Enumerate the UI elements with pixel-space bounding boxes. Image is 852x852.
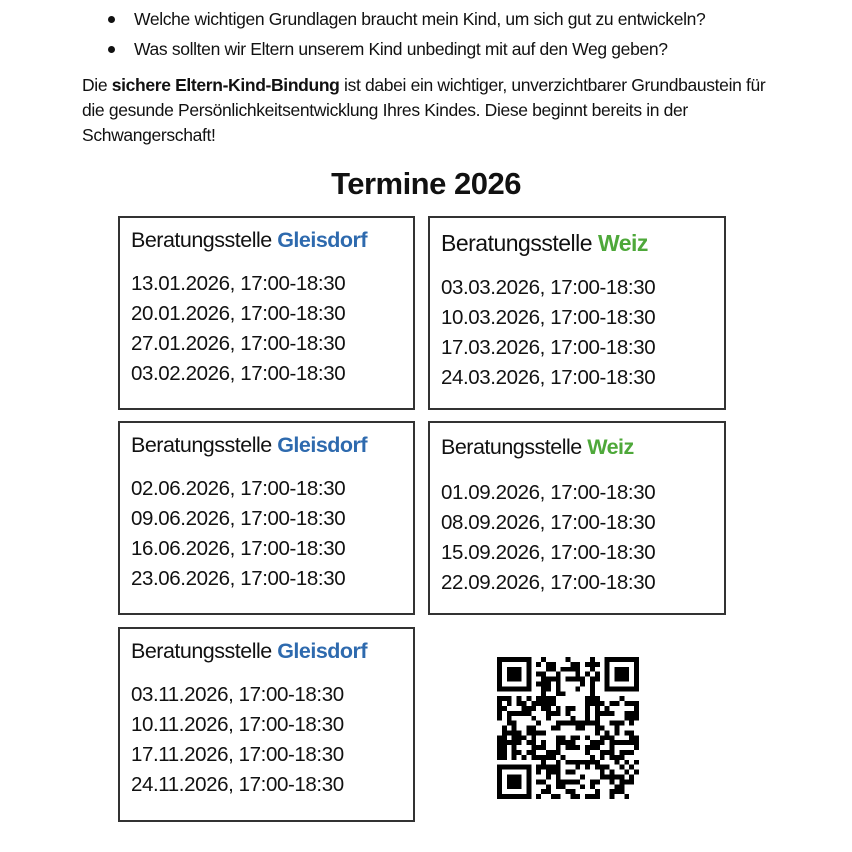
question-item <box>108 34 705 64</box>
paragraph-suffix: ist dabei ein wichtiger, unverzichtbarer Grundbaustein für die gesunde Persönlichkeitsentwicklung Ihres Kindes. Diese beginnt bereits in der Schwangerschaft! <box>82 75 766 145</box>
heading-label: Beratungsstelle <box>441 435 588 459</box>
box-heading <box>441 230 648 257</box>
qr-code-icon[interactable] <box>497 657 639 799</box>
date-item: 03.02.2026, 17:00-18:30 <box>131 362 346 385</box>
date-item: 15.09.2026, 17:00-18:30 <box>441 541 656 564</box>
schedule-box-weiz-1 <box>428 216 726 410</box>
bullet-icon <box>108 46 115 53</box>
location-name: Gleisdorf <box>277 433 368 457</box>
schedule-box-gleisdorf-3 <box>118 627 415 822</box>
location-name: Weiz <box>597 230 648 256</box>
question-item <box>108 4 705 34</box>
date-item: 03.11.2026, 17:00-18:30 <box>131 683 344 706</box>
heading-label: Beratungsstelle <box>131 228 278 252</box>
date-item: 02.06.2026, 17:00-18:30 <box>131 477 346 500</box>
date-item: 27.01.2026, 17:00-18:30 <box>131 332 346 355</box>
date-list <box>131 474 345 594</box>
date-list <box>441 478 655 598</box>
paragraph-emphasis: sichere Eltern-Kind-Bindung <box>111 75 340 95</box>
date-item: 20.01.2026, 17:00-18:30 <box>131 302 346 325</box>
date-item: 10.03.2026, 17:00-18:30 <box>441 306 656 329</box>
question-text: Welche wichtigen Grundlagen braucht mein Kind, um sich gut zu entwickeln? <box>134 9 706 29</box>
date-item: 08.09.2026, 17:00-18:30 <box>441 511 656 534</box>
date-item: 17.03.2026, 17:00-18:30 <box>441 336 656 359</box>
date-item: 24.11.2026, 17:00-18:30 <box>131 773 344 796</box>
paragraph-prefix: Die <box>82 75 112 95</box>
location-name: Gleisdorf <box>277 228 368 252</box>
date-item: 01.09.2026, 17:00-18:30 <box>441 481 656 504</box>
location-name: Weiz <box>587 435 634 459</box>
box-heading <box>131 639 367 664</box>
schedule-box-gleisdorf-2 <box>118 421 415 615</box>
box-heading <box>131 433 367 458</box>
date-item: 24.03.2026, 17:00-18:30 <box>441 366 656 389</box>
date-item: 16.06.2026, 17:00-18:30 <box>131 537 346 560</box>
date-item: 10.11.2026, 17:00-18:30 <box>131 713 344 736</box>
schedule-box-gleisdorf-1 <box>118 216 415 410</box>
location-name: Gleisdorf <box>277 639 368 663</box>
date-list <box>441 273 655 393</box>
date-item: 17.11.2026, 17:00-18:30 <box>131 743 344 766</box>
date-list <box>131 269 345 389</box>
heading-label: Beratungsstelle <box>131 433 278 457</box>
schedule-title: Termine 2026 <box>331 166 521 201</box>
box-heading <box>131 228 367 253</box>
bullet-icon <box>108 16 115 23</box>
heading-label: Beratungsstelle <box>131 639 278 663</box>
date-list <box>131 680 344 800</box>
box-heading <box>441 435 634 460</box>
date-item: 23.06.2026, 17:00-18:30 <box>131 567 346 590</box>
date-item: 13.01.2026, 17:00-18:30 <box>131 272 346 295</box>
intro-paragraph <box>82 73 782 148</box>
date-item: 22.09.2026, 17:00-18:30 <box>441 571 656 594</box>
date-item: 03.03.2026, 17:00-18:30 <box>441 276 656 299</box>
date-item: 09.06.2026, 17:00-18:30 <box>131 507 346 530</box>
heading-label: Beratungsstelle <box>441 230 598 256</box>
question-text: Was sollten wir Eltern unserem Kind unbedingt mit auf den Weg geben? <box>134 39 668 59</box>
question-list <box>108 4 705 64</box>
schedule-box-weiz-2 <box>428 421 726 615</box>
